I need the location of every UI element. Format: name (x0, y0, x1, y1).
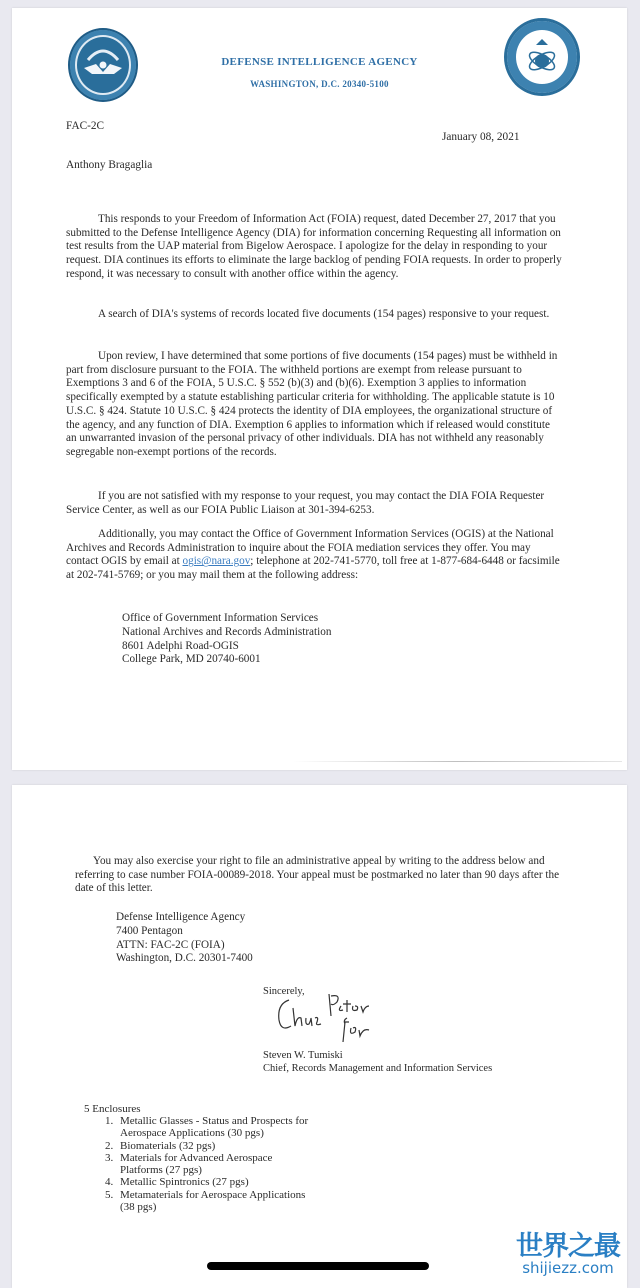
home-indicator-bar[interactable] (207, 1262, 429, 1270)
letterhead-address: WASHINGTON, D.C. 20340-5100 (250, 79, 389, 89)
ogis-email-link[interactable]: ogis@nara.gov (182, 555, 251, 568)
address-line: ATTN: FAC-2C (FOIA) (116, 938, 225, 951)
paragraph-search-result (66, 308, 562, 322)
enclosure-item: 4. Metallic Spintronics (27 pgs) (116, 1176, 316, 1188)
recipient-name: Anthony Bragaglia (66, 159, 153, 171)
page-fold-shadow (292, 761, 622, 762)
paragraph-exemptions (66, 350, 562, 460)
signer-title: Chief, Records Management and Information Services (263, 1063, 493, 1074)
paragraph-ogis (66, 528, 562, 583)
enclosure-item: 3. Materials for Advanced Aerospace Platforms (27 pgs) (116, 1152, 316, 1177)
address-line: Defense Intelligence Agency (116, 911, 246, 923)
handwritten-signature (271, 990, 381, 1055)
closing: Sincerely, (263, 986, 305, 997)
watermark-chinese: 世界之最 (516, 1231, 620, 1262)
enclosures-list (84, 1115, 316, 1213)
address-line: National Archives and Records Administration (122, 625, 332, 638)
ogis-mailing-address (122, 612, 331, 667)
enclosures-heading: 5 Enclosures (84, 1103, 141, 1115)
dia-seal-icon (504, 18, 580, 96)
enclosure-item: 5. Metamaterials for Aerospace Applications (38 pgs) (116, 1189, 316, 1214)
paragraph-foia-request (66, 213, 562, 282)
address-line: Washington, D.C. 20301-7400 (116, 952, 253, 965)
enclosure-item: 2. Biomaterials (32 pgs) (116, 1140, 316, 1152)
paragraph-text: A search of DIA's systems of records located five documents (154 pages) responsive to your request. (98, 308, 550, 320)
paragraph-text: This responds to your Freedom of Information Act (FOIA) request, dated December 27, 2017 that you submitted to the Defense Intelligence Agency (DIA) for information concerning Requesting all information on test results from the UAP material from Bigelow Aerospace. I apologize for the delay in responding to your request. DIA continues its efforts to eliminate the large backlog of pending FOIA requests. In order to properly respond, it was necessary to consult with another office within the agency. (66, 213, 562, 280)
paragraph-text: If you are not satisfied with my response to your request, you may contact the DIA FOIA Requester Service Center, as well as our FOIA Public Liaison at 301-394-6253. (66, 490, 545, 516)
address-line: 8601 Adelphi Road-OGIS (122, 639, 239, 652)
address-line: College Park, MD 20740-6001 (122, 653, 261, 666)
office-code: FAC-2C (66, 120, 105, 132)
watermark-logo (516, 1232, 620, 1276)
paragraph-text: You may also exercise your right to file an administrative appeal by writing to the address below and referring to case number FOIA-00089-2018. Your appeal must be postmarked no later than 90 days after the date of this letter. (75, 855, 560, 895)
appeal-mailing-address (116, 911, 253, 966)
paragraph-text: Upon review, I have determined that some portions of five documents (154 pages) must be withheld in part from disclosure pursuant to the FOIA. The withheld portions are exempt from release pursuant to Exemptions 3 and 6 of the FOIA, 5 U.S.C. § 552 (b)(3) and (b)(6). Exemption 3 applies to information specifically exempted by a statute establishing particular criteria for withholding. The applicable statute is 10 U.S.C. § 424. Statute 10 U.S.C. § 424 protects the identity of DIA employees, the organizational structure of the agency, and any function of DIA. Exemption 6 applies to information which if released would constitute an unwarranted invasion of the personal privacy of other individuals. DIA has not withheld any reasonably segregable non-exempt portions of the records. (66, 350, 558, 458)
letter-date: January 08, 2021 (442, 131, 520, 143)
letter-page-1 (12, 8, 627, 770)
paragraph-text: Additionally, you may contact the Office of Government Information Services (OGIS) at the National Archives and Records Administration to inquire about the FOIA mediation services they offer. You may contact OGIS by email at (66, 528, 554, 568)
address-line: Office of Government Information Services (122, 612, 319, 624)
signer-name: Steven W. Tumiski (263, 1050, 343, 1061)
enclosure-item: 1. Metallic Glasses - Status and Prospects for Aerospace Applications (30 pgs) (116, 1115, 316, 1140)
letter-page-2 (12, 785, 627, 1288)
paragraph-text: ; telephone at 202-741-5770, toll free at 1-877-684-6448 or facsimile at 202-741-5769; or you may mail them at the following address: (66, 555, 560, 582)
paragraph-appeal (75, 855, 565, 896)
letterhead-agency-name: DEFENSE INTELLIGENCE AGENCY (221, 56, 418, 68)
watermark-url: shijiezz.com (522, 1259, 614, 1277)
address-line: 7400 Pentagon (116, 924, 183, 937)
paragraph-service-center (66, 490, 562, 517)
